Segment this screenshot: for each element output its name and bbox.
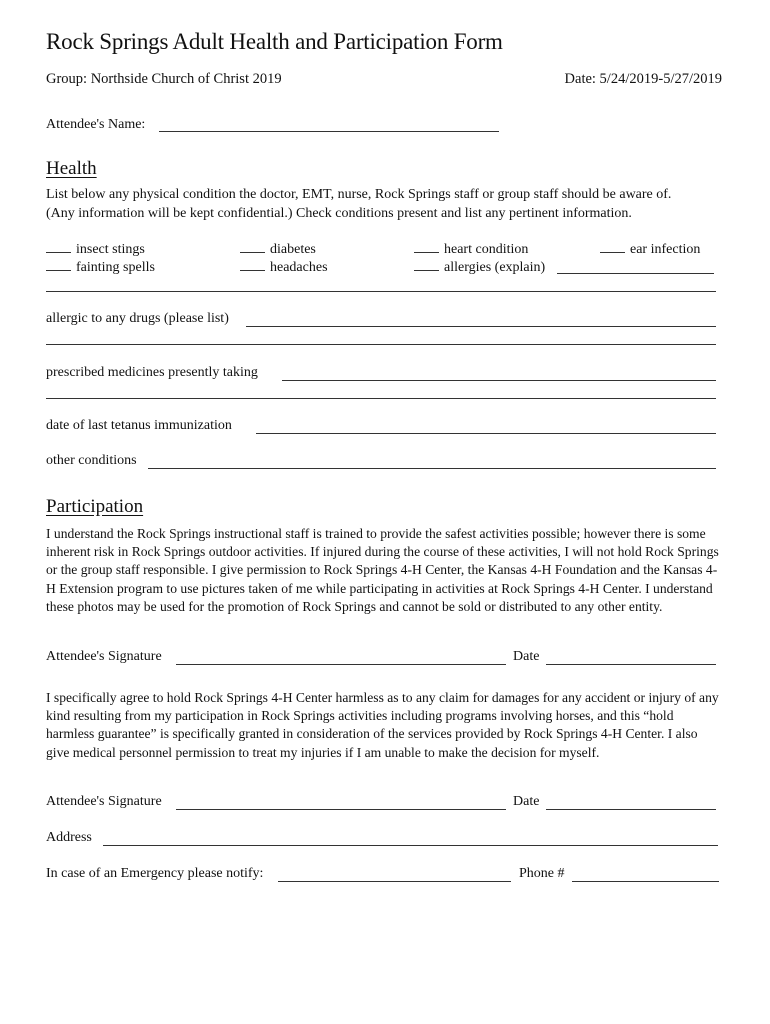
date-range: Date: 5/24/2019-5/27/2019 [564, 71, 722, 87]
condition-allergies[interactable] [414, 258, 545, 276]
date-label-1: Date [513, 649, 540, 664]
health-intro-line2: (Any information will be kept confidential.) Check conditions present and list any pertinent information. [46, 206, 632, 221]
condition-label: headaches [270, 260, 328, 275]
checkbox-line[interactable] [46, 258, 71, 271]
emergency-contact-field[interactable] [278, 881, 511, 882]
checkbox-line[interactable] [46, 240, 71, 253]
date-label-2: Date [513, 794, 540, 809]
condition-label: ear infection [630, 242, 701, 257]
tetanus-field[interactable] [256, 433, 716, 434]
date-field-2[interactable] [546, 809, 716, 810]
attendee-name-field[interactable] [159, 131, 499, 132]
checkbox-line[interactable] [240, 258, 265, 271]
medicines-field[interactable] [282, 380, 716, 381]
signature-field-2[interactable] [176, 809, 506, 810]
checkbox-line[interactable] [600, 240, 625, 253]
phone-label: Phone # [519, 866, 565, 881]
participation-paragraph-1: I understand the Rock Springs instructional staff is trained to provide the safest activities possible; however there is some inherent risk in Rock Springs outdoor activities. If injured during the course of these activities, I will not hold Rock Springs or the group staff responsible. I give permission to Rock Springs 4-H Center, the Kansas 4-H Foundation and the Kansas 4-H Extension program to use pictures taken of me while participating in activities at Rock Springs 4-H Center. I understand these photos may be used for the promotion of Rock Springs and cannot be sold or distributed to any other entity. [46, 526, 719, 614]
signature-label-1: Attendee's Signature [46, 649, 162, 664]
condition-insect-stings[interactable] [46, 240, 145, 258]
checkbox-line[interactable] [414, 258, 439, 271]
drug-allergy-field[interactable] [246, 326, 716, 327]
conditions-extra-line[interactable] [46, 291, 716, 292]
signature-label-2: Attendee's Signature [46, 794, 162, 809]
form-title: Rock Springs Adult Health and Participation Form [46, 29, 503, 54]
emergency-contact-label: In case of an Emergency please notify: [46, 866, 264, 881]
signature-field-1[interactable] [176, 664, 506, 665]
tetanus-label: date of last tetanus immunization [46, 418, 232, 433]
participation-heading: Participation [46, 496, 144, 517]
condition-ear-infection[interactable] [600, 240, 700, 258]
condition-label: insect stings [76, 242, 145, 257]
allergies-explain-field[interactable] [557, 273, 714, 274]
other-conditions-field[interactable] [148, 468, 716, 469]
condition-diabetes[interactable] [240, 240, 316, 258]
attendee-name-label: Attendee's Name: [46, 117, 146, 132]
condition-label: diabetes [270, 242, 316, 257]
condition-label: allergies (explain) [444, 260, 546, 275]
phone-field[interactable] [572, 881, 719, 882]
medicines-extra-line[interactable] [46, 398, 716, 399]
participation-paragraph-2: I specifically agree to hold Rock Springs 4-H Center harmless as to any claim for damages for any accident or injury of any kind resulting from my participation in Rock Springs activities including programs involving horses, and this “hold harmless guarantee” is specifically granted in consideration of the services provided by Rock Springs 4-H Center. I also give medical personnel permission to treat my injuries if I am unable to make the decision for myself. [46, 690, 719, 760]
checkbox-line[interactable] [414, 240, 439, 253]
other-conditions-label: other conditions [46, 453, 137, 468]
drug-allergy-extra-line[interactable] [46, 344, 716, 345]
group-label: Group: Northside Church of Christ 2019 [46, 71, 282, 87]
address-field[interactable] [103, 845, 718, 846]
medicines-label: prescribed medicines presently taking [46, 365, 258, 380]
date-field-1[interactable] [546, 664, 716, 665]
condition-headaches[interactable] [240, 258, 328, 276]
condition-label: heart condition [444, 242, 529, 257]
address-label: Address [46, 830, 92, 845]
checkbox-line[interactable] [240, 240, 265, 253]
condition-label: fainting spells [76, 260, 155, 275]
health-intro-line1: List below any physical condition the doctor, EMT, nurse, Rock Springs staff or group staff should be aware of. [46, 187, 672, 202]
drug-allergy-label: allergic to any drugs (please list) [46, 311, 229, 326]
condition-heart[interactable] [414, 240, 528, 258]
health-heading: Health [46, 158, 97, 179]
condition-fainting[interactable] [46, 258, 155, 276]
